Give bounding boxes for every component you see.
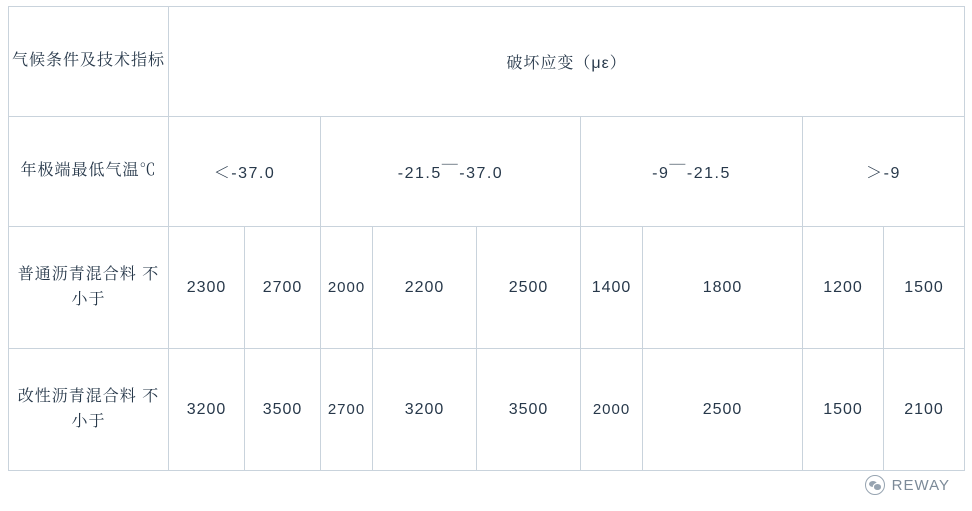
cell-normal-6: 1400 bbox=[581, 227, 643, 349]
cell-normal-7: 1800 bbox=[643, 227, 803, 349]
row-label-normal-asphalt: 普通沥青混合料 不小于 bbox=[9, 227, 169, 349]
cell-modified-3: 2700 bbox=[321, 349, 373, 471]
table-row bbox=[9, 227, 965, 349]
cell-normal-1: 2300 bbox=[169, 227, 245, 349]
table-row bbox=[9, 349, 965, 471]
wechat-icon bbox=[865, 475, 885, 495]
cell-normal-5: 2500 bbox=[477, 227, 581, 349]
cell-modified-9: 2100 bbox=[884, 349, 965, 471]
cell-normal-9: 1500 bbox=[884, 227, 965, 349]
cell-modified-8: 1500 bbox=[803, 349, 884, 471]
cell-modified-2: 3500 bbox=[245, 349, 321, 471]
cell-normal-3: 2000 bbox=[321, 227, 373, 349]
cell-modified-5: 3500 bbox=[477, 349, 581, 471]
row-label-modified-asphalt: 改性沥青混合料 不小于 bbox=[9, 349, 169, 471]
temperature-range-1: ＜-37.0 bbox=[169, 117, 321, 227]
cell-normal-2: 2700 bbox=[245, 227, 321, 349]
row-label-header: 气候条件及技术指标 bbox=[9, 7, 169, 117]
cell-normal-4: 2200 bbox=[373, 227, 477, 349]
cell-modified-1: 3200 bbox=[169, 349, 245, 471]
cell-normal-8: 1200 bbox=[803, 227, 884, 349]
temperature-range-3: -9￣-21.5 bbox=[581, 117, 803, 227]
cell-modified-4: 3200 bbox=[373, 349, 477, 471]
temperature-label: 年极端最低气温℃ bbox=[9, 117, 169, 227]
cell-modified-7: 2500 bbox=[643, 349, 803, 471]
table-title: 破坏应变（με） bbox=[169, 7, 965, 117]
brand-name: REWAY bbox=[891, 476, 950, 494]
temperature-range-2: -21.5￣-37.0 bbox=[321, 117, 581, 227]
spec-table bbox=[8, 6, 965, 471]
cell-modified-6: 2000 bbox=[581, 349, 643, 471]
brand-watermark bbox=[865, 475, 950, 495]
temperature-range-4: ＞-9 bbox=[803, 117, 965, 227]
table-row-header bbox=[9, 7, 965, 117]
table-row-temperature bbox=[9, 117, 965, 227]
